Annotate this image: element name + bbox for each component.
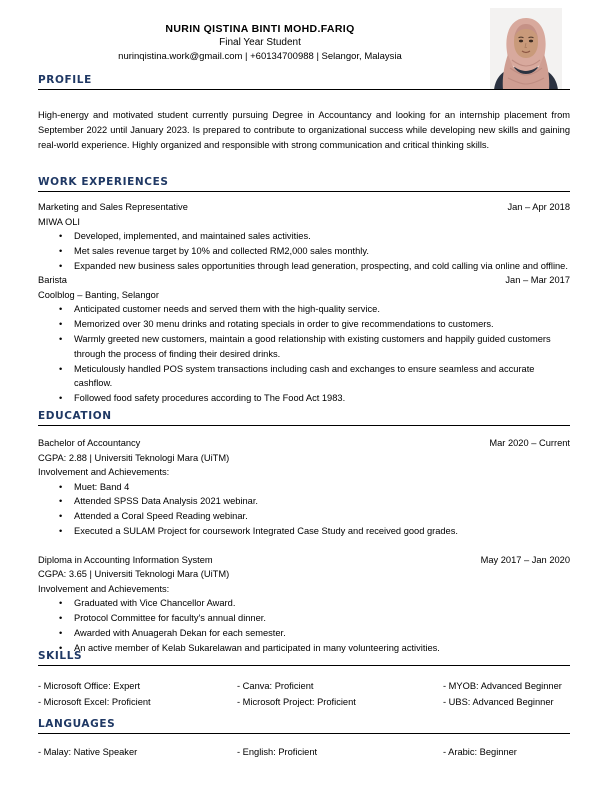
skills-columns xyxy=(38,678,570,712)
bullet-icon: • xyxy=(59,231,63,241)
bullet-text: Attended SPSS Data Analysis 2021 webinar. xyxy=(74,496,258,507)
bullet-icon: • xyxy=(59,319,63,330)
list-item xyxy=(38,626,570,641)
skill-item: - MYOB: Advanced Beginner xyxy=(443,681,562,691)
list-item xyxy=(38,611,570,626)
list-item xyxy=(38,332,570,362)
work-entry xyxy=(38,200,570,273)
work-employer: MIWA OLI xyxy=(38,216,81,227)
bullet-text: Warmly greeted new customers, maintain a good relationship with existing customers and happily guided customers through the process of finding their desired drinks. xyxy=(74,333,551,359)
education-degree: Bachelor of Accountancy xyxy=(38,438,141,448)
language-item: - Arabic: Beginner xyxy=(443,747,517,757)
bullet-text: Followed food safety procedures according to The Food Act 1983. xyxy=(74,393,346,404)
bullet-icon: • xyxy=(59,627,63,638)
section-title-education: EDUCATION xyxy=(38,410,112,422)
profile-body xyxy=(38,108,570,153)
list-item xyxy=(38,244,570,259)
education-date: Mar 2020 – Current xyxy=(489,438,570,448)
bullet-icon: • xyxy=(59,612,63,623)
bullet-icon: • xyxy=(59,333,63,344)
bullet-text: Executed a SULAM Project for coursework Integrated Case Study and received good grades. xyxy=(74,525,458,536)
section-divider xyxy=(38,665,570,666)
bullet-text: An active member of Kelab Sukarelawan and participated in many volunteering activities. xyxy=(74,642,440,653)
section-divider xyxy=(38,191,570,192)
section-divider xyxy=(38,425,570,426)
work-entry xyxy=(38,273,570,406)
list-item xyxy=(38,302,570,317)
bullet-icon: • xyxy=(59,496,63,507)
section-title-skills: SKILLS xyxy=(38,650,83,662)
education-entries xyxy=(38,436,570,655)
list-item xyxy=(38,494,570,509)
work-date: Jan – Apr 2018 xyxy=(507,202,570,212)
education-date: May 2017 – Jan 2020 xyxy=(480,554,570,565)
education-cgpa: CGPA: 2.88 | Universiti Teknologi Mara (UiTM) xyxy=(38,452,230,463)
languages-body xyxy=(38,744,570,762)
bullet-icon: • xyxy=(59,511,63,522)
work-entry-heading xyxy=(38,273,570,288)
education-bullets xyxy=(38,596,570,655)
skill-item: - Microsoft Excel: Proficient xyxy=(38,697,151,707)
bullet-text: Developed, implemented, and maintained sales activities. xyxy=(74,231,311,241)
bullet-icon: • xyxy=(59,525,63,536)
skills-body xyxy=(38,678,570,712)
bullet-text: Anticipated customer needs and served them with the high-quality service. xyxy=(74,304,380,315)
section-divider xyxy=(38,733,570,734)
bullet-icon: • xyxy=(59,642,63,653)
section-header-work xyxy=(38,176,570,192)
list-item xyxy=(38,524,570,539)
section-title-languages: LANGUAGES xyxy=(38,718,116,730)
bullet-icon: • xyxy=(59,363,63,374)
skill-item: - Microsoft Office: Expert xyxy=(38,681,141,691)
resume-header xyxy=(0,0,612,72)
education-involvement-label: Involvement and Achievements: xyxy=(38,583,170,594)
skill-item: - Microsoft Project: Proficient xyxy=(237,697,356,707)
section-header-education xyxy=(38,410,570,426)
section-title-profile: PROFILE xyxy=(38,74,92,86)
language-item: - English: Proficient xyxy=(237,747,318,757)
bullet-text: Graduated with Vice Chancellor Award. xyxy=(74,598,236,609)
profile-text: High-energy and motivated student currently pursuing Degree in Accountancy and looking for an internship placement from September 2022 until January 2023. Is prepared to contribute to organizational success while developing new skills and gaining real-world experience. Highly organized and responsible with strong communication and critical thinking skills. xyxy=(38,110,570,150)
education-involvement-label: Involvement and Achievements: xyxy=(38,467,170,477)
bullet-icon: • xyxy=(59,598,63,609)
education-cgpa: CGPA: 3.65 | Universiti Teknologi Mara (UiTM) xyxy=(38,569,230,580)
candidate-name: NURIN QISTINA BINTI MOHD.FARIQ xyxy=(165,23,355,35)
languages-columns xyxy=(38,744,570,762)
bullet-text: Muet: Band 4 xyxy=(74,481,130,492)
language-item: - Malay: Native Speaker xyxy=(38,747,138,757)
identity-block xyxy=(38,22,482,64)
work-role: Barista xyxy=(38,275,67,286)
skill-item: - Canva: Proficient xyxy=(237,681,314,691)
bullet-icon: • xyxy=(59,304,63,315)
list-item xyxy=(38,317,570,332)
candidate-subtitle: Final Year Student xyxy=(219,37,301,48)
languages-column xyxy=(443,744,517,760)
skills-column xyxy=(38,678,151,710)
list-item xyxy=(38,509,570,524)
skill-item: - UBS: Advanced Beginner xyxy=(443,697,554,707)
education-entry-heading xyxy=(38,436,570,451)
bullet-text: Protocol Committee for faculty's annual dinner. xyxy=(74,612,266,623)
work-date: Jan – Mar 2017 xyxy=(505,275,570,286)
list-item xyxy=(38,362,570,392)
education-degree: Diploma in Accounting Information System xyxy=(38,554,213,565)
bullet-text: Meticulously handled POS system transactions including cash and exchanges to ensure seamless and accurate cashflow. xyxy=(74,363,535,389)
work-entries xyxy=(38,200,570,406)
education-entry xyxy=(38,436,570,539)
work-employer: Coolblog – Banting, Selangor xyxy=(38,289,159,300)
education-entry-heading xyxy=(38,553,570,568)
skills-column xyxy=(237,678,356,710)
languages-column xyxy=(237,744,317,760)
skills-column xyxy=(443,678,562,710)
bullet-text: Memorized over 30 menu drinks and rotating specials in order to give recommendations to customers. xyxy=(74,319,494,330)
candidate-contact: nurinqistina.work@gmail.com | +60134700988 | Selangor, Malaysia xyxy=(118,51,402,62)
education-entry xyxy=(38,553,570,656)
section-header-skills xyxy=(38,650,570,666)
work-bullets xyxy=(38,302,570,406)
bullet-text: Awarded with Anuagerah Dekan for each semester. xyxy=(74,627,286,638)
bullet-icon: • xyxy=(59,481,63,492)
bullet-text: Expanded new business sales opportunities through lead generation, prospecting, and cold calling via online and offline. xyxy=(74,260,568,271)
languages-column xyxy=(38,744,137,760)
section-header-languages xyxy=(38,718,570,734)
section-divider xyxy=(38,89,570,90)
list-item xyxy=(38,596,570,611)
bullet-icon: • xyxy=(59,260,63,271)
work-role: Marketing and Sales Representative xyxy=(38,202,188,212)
list-item xyxy=(38,480,570,495)
bullet-icon: • xyxy=(59,393,63,404)
bullet-text: Attended a Coral Speed Reading webinar. xyxy=(74,511,248,522)
work-entry-heading xyxy=(38,200,570,215)
section-title-work: WORK EXPERIENCES xyxy=(38,176,169,188)
education-bullets xyxy=(38,480,570,539)
list-item xyxy=(38,259,570,274)
bullet-text: Met sales revenue target by 10% and collected RM2,000 sales monthly. xyxy=(74,245,369,256)
work-bullets xyxy=(38,229,570,273)
list-item xyxy=(38,229,570,244)
bullet-icon: • xyxy=(59,245,63,256)
list-item xyxy=(38,391,570,406)
section-header-profile xyxy=(38,74,570,90)
